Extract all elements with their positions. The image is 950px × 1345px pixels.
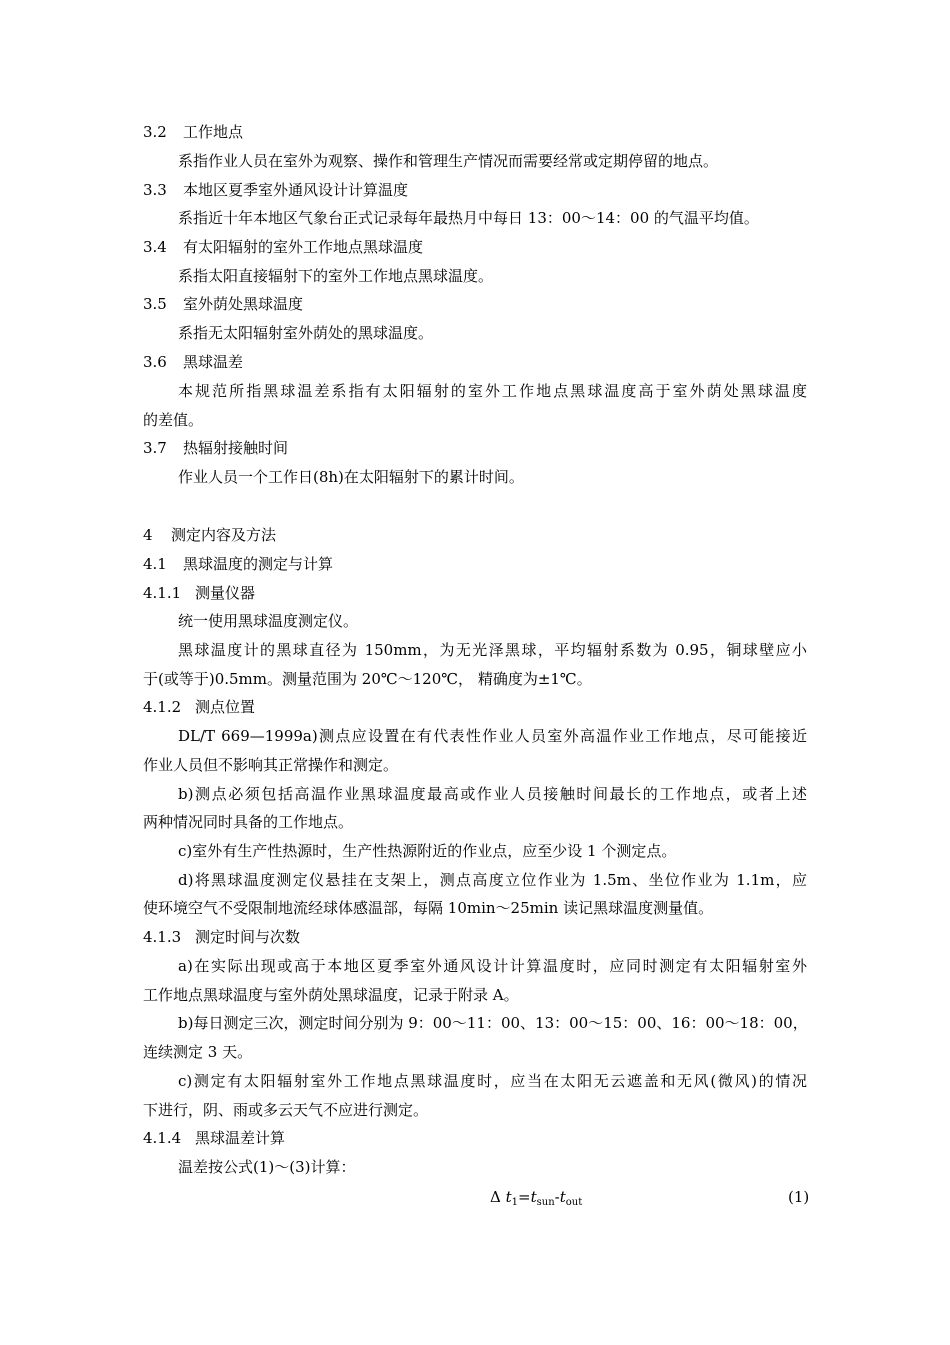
paragraph-line: 系指作业人员在室外为观察、操作和管理生产情况而需要经常或定期停留的地点。: [178, 152, 719, 170]
section-heading-3-4: 3.4 有太阳辐射的室外工作地点黑球温度: [143, 238, 424, 256]
paragraph-line: 的差值。: [143, 411, 204, 429]
equation-number: (1): [788, 1188, 810, 1206]
section-heading-3-6: 3.6 黑球温差: [143, 353, 244, 371]
section-heading-3-5: 3.5 室外荫处黑球温度: [143, 295, 304, 313]
paragraph-line: 系指无太阳辐射室外荫处的黑球温度。: [178, 324, 434, 342]
paragraph-line: 作业人员但不影响其正常操作和测定。: [143, 756, 399, 774]
paragraph-line: 连续测定 3 天。: [143, 1043, 253, 1061]
section-heading-4: 4 测定内容及方法: [143, 526, 277, 544]
paragraph-line: 两种情况同时具备的工作地点。: [143, 813, 354, 831]
section-heading-4-1-1: 4.1.1 测量仪器: [143, 584, 256, 602]
paragraph-line: c)测定有太阳辐射室外工作地点黑球温度时，应当在太阳无云遮盖和无风(微风)的情况: [178, 1072, 807, 1090]
paragraph-line: 使环境空气不受限制地流经球体感温部，每隔 10min～25min 读记黑球温度测量值。: [143, 899, 714, 917]
section-heading-3-7: 3.7 热辐射接触时间: [143, 439, 289, 457]
paragraph-line: 温差按公式(1)～(3)计算：: [178, 1158, 356, 1176]
paragraph-line: 统一使用黑球温度测定仪。: [178, 612, 359, 630]
paragraph-line: 于(或等于)0.5mm。测量范围为 20℃～120℃， 精确度为±1℃。: [143, 670, 592, 688]
paragraph-line: 下进行，阴、雨或多云天气不应进行测定。: [143, 1101, 429, 1119]
section-heading-4-1-3: 4.1.3 测定时间与次数: [143, 928, 301, 946]
paragraph-line: b)每日测定三次，测定时间分别为 9：00～11：00、13：00～15：00、16：00～18：00，: [178, 1014, 808, 1032]
equation-1: Δ $t_1=t_{sun}-t_{out}$: [490, 1188, 583, 1208]
paragraph-line: DL/T 669—1999a)测点应设置在有代表性作业人员室外高温作业工作地点，尽可能接近: [178, 727, 807, 745]
paragraph-line: d)将黑球温度测定仪悬挂在支架上，测点高度立位作业为 1.5m、坐位作业为 1.1m，应: [178, 871, 807, 889]
paragraph-line: 系指太阳直接辐射下的室外工作地点黑球温度。: [178, 267, 494, 285]
paragraph-line: 系指近十年本地区气象台正式记录每年最热月中每日 13：00～14：00 的气温平均值。: [178, 209, 759, 227]
paragraph-line: c)室外有生产性热源时，生产性热源附近的作业点，应至少设 1 个测定点。: [178, 842, 677, 860]
section-heading-3-2: 3.2 工作地点: [143, 123, 244, 141]
paragraph-line: 本规范所指黑球温差系指有太阳辐射的室外工作地点黑球温度高于室外荫处黑球温度: [178, 382, 807, 400]
paragraph-line: 工作地点黑球温度与室外荫处黑球温度，记录于附录 A。: [143, 986, 519, 1004]
paragraph-line: 黑球温度计的黑球直径为 150mm，为无光泽黑球，平均辐射系数为 0.95，铜球壁应小: [178, 641, 807, 659]
paragraph-line: 作业人员一个工作日(8h)在太阳辐射下的累计时间。: [178, 468, 524, 486]
section-heading-3-3: 3.3 本地区夏季室外通风设计计算温度: [143, 181, 409, 199]
section-heading-4-1-4: 4.1.4 黑球温差计算: [143, 1129, 286, 1147]
paragraph-line: a)在实际出现或高于本地区夏季室外通风设计计算温度时，应同时测定有太阳辐射室外: [178, 957, 807, 975]
paragraph-line: b)测点必须包括高温作业黑球温度最高或作业人员接触时间最长的工作地点，或者上述: [178, 785, 807, 803]
section-heading-4-1-2: 4.1.2 测点位置: [143, 698, 256, 716]
section-heading-4-1: 4.1 黑球温度的测定与计算: [143, 555, 334, 573]
